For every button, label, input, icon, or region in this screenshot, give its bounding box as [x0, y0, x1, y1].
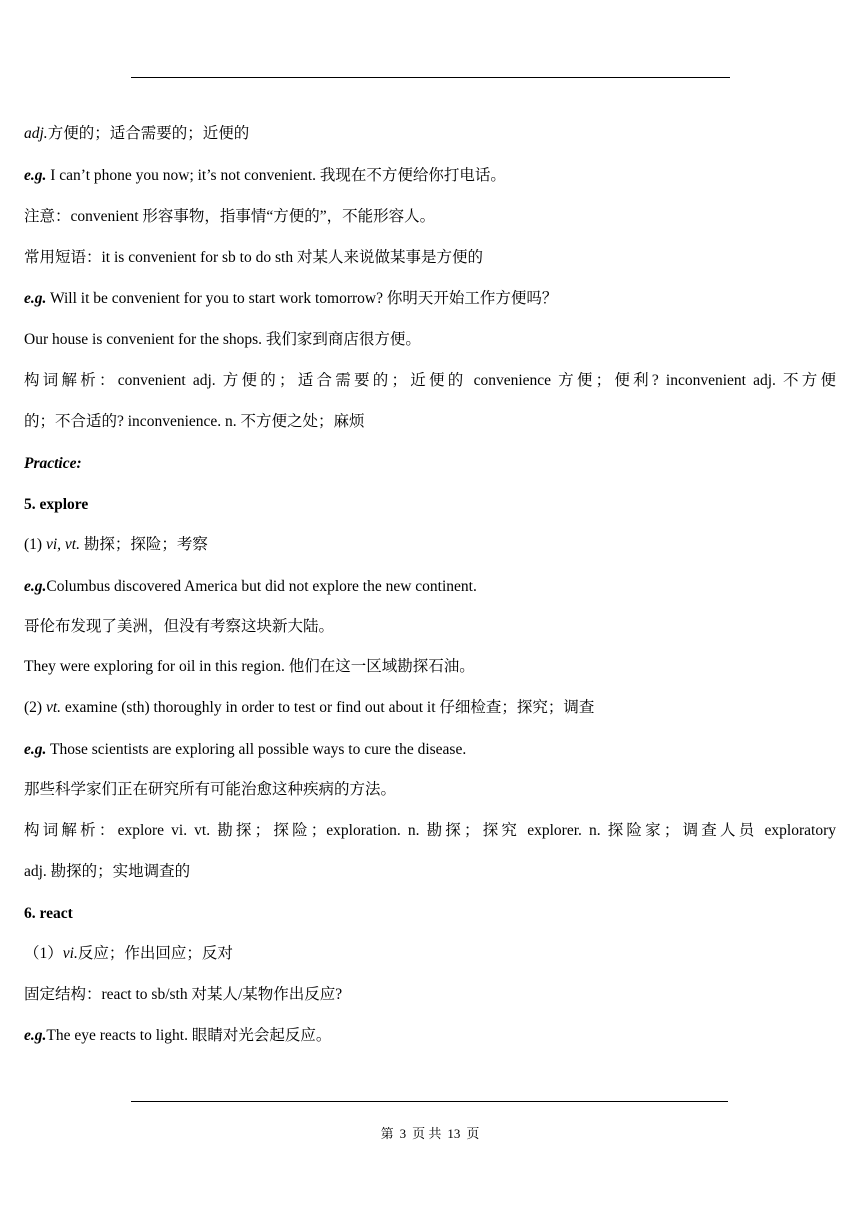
- word-formation-line: 构词解析：explore vi. vt. 勘探；探险；exploration. n. 勘探；探究 explorer. n. 探险家；调查人员 exploratory: [24, 822, 836, 839]
- word-formation-line: 的；不合适的? inconvenience. n. 不方便之处；麻烦: [24, 413, 365, 430]
- example-line: e.g.The eye reacts to light. 眼睛对光会起反应。: [24, 1027, 332, 1044]
- example-line: e.g. Those scientists are exploring all possible ways to cure the disease.: [24, 741, 467, 758]
- example-line: e.g.Columbus discovered America but did not explore the new continent.: [24, 578, 477, 595]
- word-formation-line: adj. 勘探的；实地调查的: [24, 863, 191, 880]
- example-line: They were exploring for oil in this region. 他们在这一区域勘探石油。: [24, 658, 475, 675]
- sense-line: (1) vi, vt. 勘探；探险；考察: [24, 536, 208, 553]
- sense-line: (2) vt. examine (sth) thoroughly in order to test or find out about it 仔细检查；探究；调查: [24, 699, 595, 716]
- page-number: 3: [399, 1126, 407, 1141]
- example-line: e.g. Will it be convenient for you to start work tomorrow? 你明天开始工作方便吗？: [24, 290, 558, 307]
- header-rule: [131, 77, 730, 78]
- structure-line: 固定结构：react to sb/sth 对某人/某物作出反应?: [24, 986, 343, 1003]
- translation-line: 哥伦布发现了美洲，但没有考察这块新大陆。: [24, 618, 335, 635]
- note-line: 注意：convenient 形容事物，指事情“方便的”，不能形容人。: [24, 208, 436, 225]
- total-pages: 13: [447, 1126, 461, 1141]
- sense-line: （1）vi.反应；作出回应；反对: [24, 945, 233, 962]
- translation-line: 那些科学家们正在研究所有可能治愈这种疾病的方法。: [24, 781, 397, 798]
- entry-heading-explore: 5. explore: [24, 496, 89, 513]
- word-formation-line: 构词解析：convenient adj. 方便的；适合需要的；近便的 convenience 方便；便利? inconvenient adj. 不方便: [24, 372, 836, 389]
- example-line: Our house is convenient for the shops. 我们家到商店很方便。: [24, 331, 421, 348]
- page-footer: 第 3 页 共 13 页: [380, 1126, 480, 1141]
- entry-heading-react: 6. react: [24, 905, 73, 922]
- footer-rule: [131, 1101, 728, 1102]
- example-line: e.g. I can’t phone you now; it’s not convenient. 我现在不方便给你打电话。: [24, 167, 506, 184]
- phrase-line: 常用短语：it is convenient for sb to do sth 对某人来说做某事是方便的: [24, 249, 483, 266]
- definition-line: adj.方便的；适合需要的；近便的: [24, 125, 250, 142]
- practice-heading: Practice:: [24, 455, 82, 472]
